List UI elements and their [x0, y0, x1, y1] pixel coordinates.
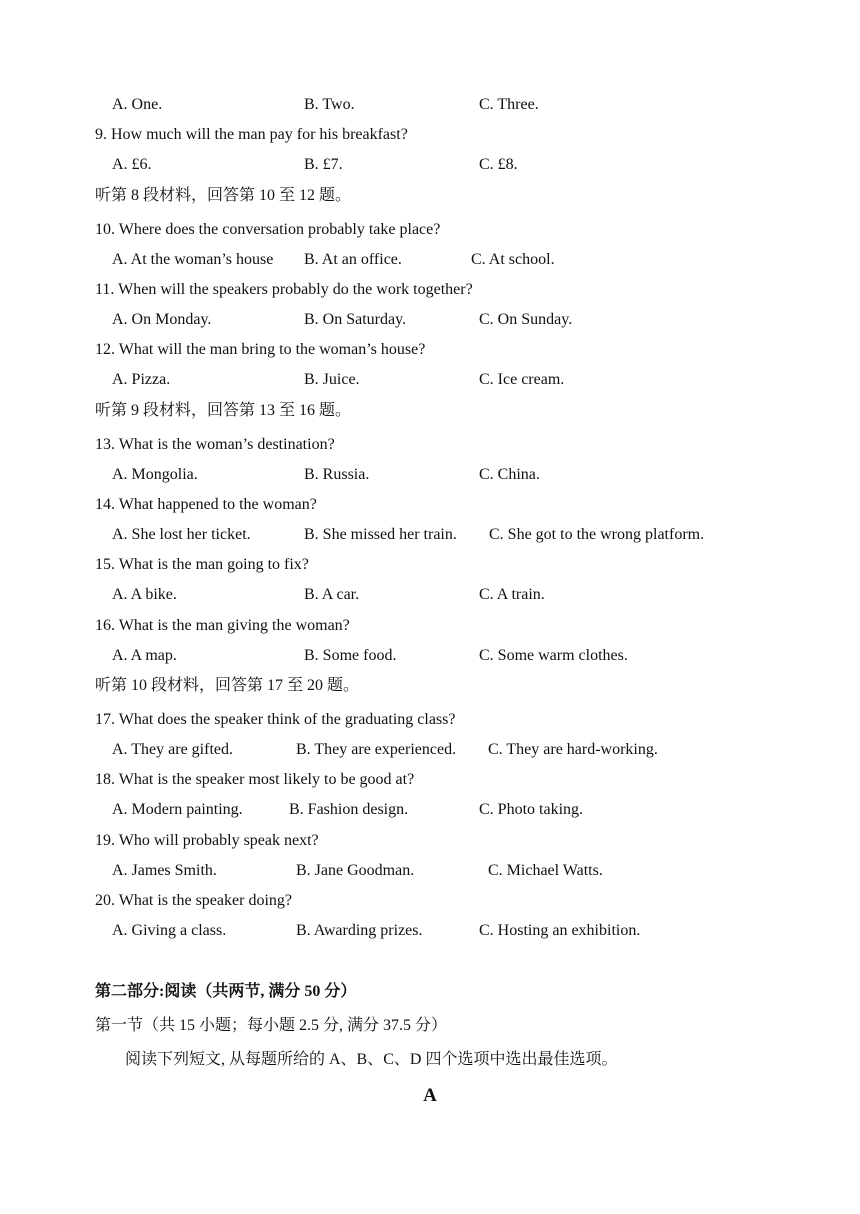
- q13-option-b: B. Russia.: [304, 466, 370, 483]
- q10-option-a: A. At the woman’s house: [112, 251, 274, 268]
- q18-option-b: B. Fashion design.: [289, 801, 409, 818]
- section-10-instruction: 听第 10 段材料，回答第 17 至 20 题。: [95, 677, 360, 694]
- q14-option-c: C. She got to the wrong platform.: [489, 526, 705, 543]
- q10-option-b: B. At an office.: [304, 251, 402, 268]
- q11-option-a: A. On Monday.: [112, 311, 212, 328]
- q9-option-a: A. £6.: [112, 156, 152, 173]
- q8-option-c: C. Three.: [479, 96, 539, 113]
- q20-option-c: C. Hosting an exhibition.: [479, 922, 641, 939]
- q18-option-a: A. Modern painting.: [112, 801, 243, 818]
- q20-question: 20. What is the speaker doing?: [95, 892, 292, 909]
- section-9-instruction: 听第 9 段材料，回答第 13 至 16 题。: [95, 402, 352, 419]
- q15-option-a: A. A bike.: [112, 586, 177, 603]
- q17-option-c: C. They are hard-working.: [488, 741, 658, 758]
- q17-option-b: B. They are experienced.: [296, 741, 457, 758]
- q19-option-c: C. Michael Watts.: [488, 862, 603, 879]
- section-8-instruction: 听第 8 段材料，回答第 10 至 12 题。: [95, 187, 352, 204]
- q8-option-a: A. One.: [112, 96, 163, 113]
- q11-option-c: C. On Sunday.: [479, 311, 573, 328]
- q12-option-a: A. Pizza.: [112, 371, 171, 388]
- passage-label: A: [423, 1085, 437, 1106]
- q13-question: 13. What is the woman’s destination?: [95, 436, 335, 453]
- q16-option-a: A. A map.: [112, 647, 177, 664]
- q12-option-b: B. Juice.: [304, 371, 360, 388]
- q9-question: 9. How much will the man pay for his breakfast?: [95, 126, 408, 143]
- q17-question: 17. What does the speaker think of the graduating class?: [95, 711, 456, 728]
- q16-option-c: C. Some warm clothes.: [479, 647, 628, 664]
- q17-option-a: A. They are gifted.: [112, 741, 233, 758]
- q13-option-c: C. China.: [479, 466, 540, 483]
- reading-instruction: 阅读下列短文, 从每题所给的 A、B、C、D 四个选项中选出最佳选项。: [125, 1051, 618, 1068]
- q9-option-c: C. £8.: [479, 156, 518, 173]
- q20-option-b: B. Awarding prizes.: [296, 922, 423, 939]
- section-1-heading: 第一节（共 15 小题；每小题 2.5 分, 满分 37.5 分）: [95, 1017, 448, 1034]
- q10-question: 10. Where does the conversation probably take place?: [95, 221, 441, 238]
- q12-question: 12. What will the man bring to the woman’s house?: [95, 341, 426, 358]
- q9-option-b: B. £7.: [304, 156, 343, 173]
- q15-option-c: C. A train.: [479, 586, 545, 603]
- q11-option-b: B. On Saturday.: [304, 311, 407, 328]
- q15-question: 15. What is the man going to fix?: [95, 556, 309, 573]
- q18-option-c: C. Photo taking.: [479, 801, 584, 818]
- q19-option-b: B. Jane Goodman.: [296, 862, 415, 879]
- q19-option-a: A. James Smith.: [112, 862, 217, 879]
- q14-question: 14. What happened to the woman?: [95, 496, 317, 513]
- q20-option-a: A. Giving a class.: [112, 922, 227, 939]
- q18-question: 18. What is the speaker most likely to be good at?: [95, 771, 415, 788]
- q14-option-a: A. She lost her ticket.: [112, 526, 251, 543]
- q15-option-b: B. A car.: [304, 586, 360, 603]
- q13-option-a: A. Mongolia.: [112, 466, 198, 483]
- q19-question: 19. Who will probably speak next?: [95, 832, 319, 849]
- q11-question: 11. When will the speakers probably do the work together?: [95, 281, 473, 298]
- q16-question: 16. What is the man giving the woman?: [95, 617, 350, 634]
- part-2-heading: 第二部分:阅读（共两节, 满分 50 分）: [95, 983, 357, 1000]
- q16-option-b: B. Some food.: [304, 647, 397, 664]
- q14-option-b: B. She missed her train.: [304, 526, 457, 543]
- q8-option-b: B. Two.: [304, 96, 355, 113]
- q12-option-c: C. Ice cream.: [479, 371, 565, 388]
- q10-option-c: C. At school.: [471, 251, 555, 268]
